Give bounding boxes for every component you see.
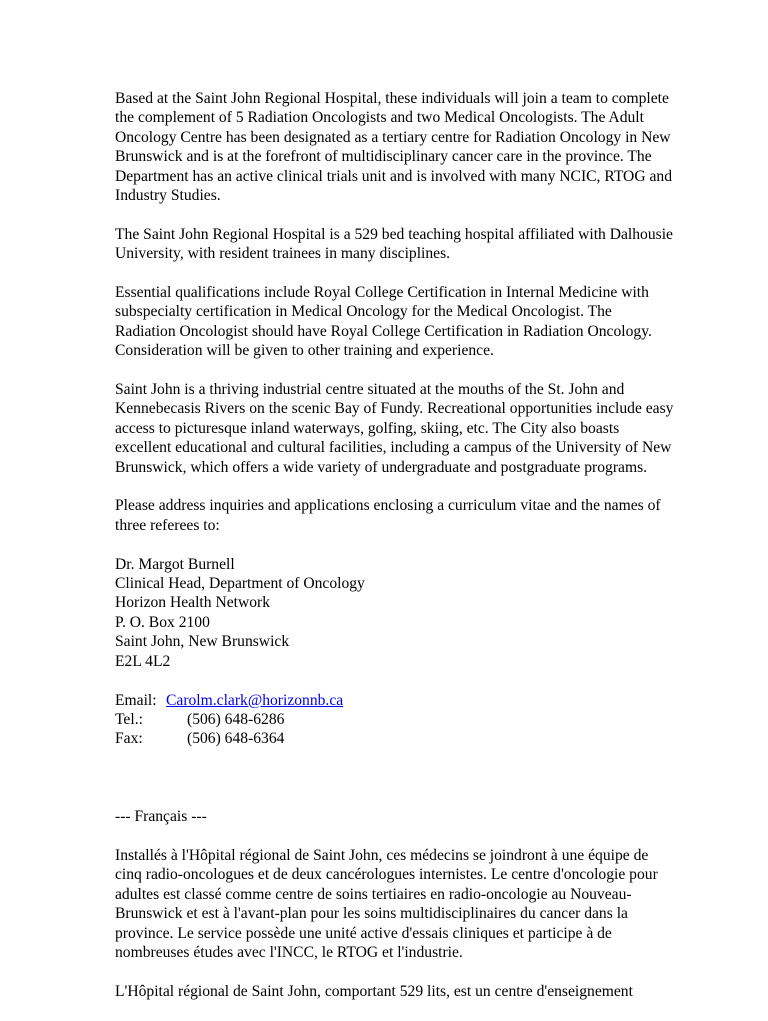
text-line: Please address inquiries and applications enclosing a curriculum vitae and the names of bbox=[115, 497, 661, 515]
text-line: Brunswick and is at the forefront of multidisciplinary cancer care in the province. The bbox=[115, 148, 652, 166]
text-line: The Saint John Regional Hospital is a 529 bed teaching hospital affiliated with Dalhousie bbox=[115, 225, 673, 243]
text-line: University, with resident trainees in many disciplines. bbox=[115, 245, 451, 263]
address-postal-code: E2L 4L2 bbox=[115, 652, 171, 670]
text-line: nombreuses études avec l'INCC, le RTOG et l'industrie. bbox=[115, 943, 463, 961]
contact-fax-row bbox=[115, 729, 675, 748]
language-separator: --- Français --- bbox=[115, 808, 207, 826]
text-line: Brunswick et est à l'avant-plan pour les soins multidisciplinaires du cancer dans la bbox=[115, 905, 628, 923]
text-line: adultes est classé comme centre de soins tertiaires en radio-oncologie au Nouveau- bbox=[115, 885, 632, 903]
text-line: subspecialty certification in Medical Oncology for the Medical Oncologist. The bbox=[115, 303, 612, 321]
contact-block bbox=[115, 691, 675, 749]
document-page bbox=[115, 89, 675, 1021]
address-organization: Horizon Health Network bbox=[115, 594, 271, 612]
text-line: Industry Studies. bbox=[115, 187, 221, 205]
contact-tel-row bbox=[115, 710, 675, 729]
fax-label: Fax: bbox=[115, 730, 143, 748]
text-line: Consideration will be given to other training and experience. bbox=[115, 342, 494, 360]
text-line: L'Hôpital régional de Saint John, comportant 529 lits, est un centre d'enseignement bbox=[115, 982, 633, 1000]
paragraph-inquiries bbox=[115, 496, 675, 535]
paragraph-intro bbox=[115, 89, 675, 205]
text-line: Installés à l'Hôpital régional de Saint John, ces médecins se joindront à une équipe de bbox=[115, 846, 649, 864]
address-po-box: P. O. Box 2100 bbox=[115, 613, 210, 631]
address-title: Clinical Head, Department of Oncology bbox=[115, 575, 365, 593]
text-line: cinq radio-oncologues et de deux cancérologues internistes. Le centre d'oncologie pour bbox=[115, 866, 658, 884]
text-line: Based at the Saint John Regional Hospital, these individuals will join a team to complete bbox=[115, 90, 669, 107]
text-line: Radiation Oncologist should have Royal College Certification in Radiation Oncology. bbox=[115, 322, 652, 340]
email-link[interactable]: Carolm.clark@horizonnb.ca bbox=[166, 691, 344, 709]
fax-value: (506) 648-6364 bbox=[187, 730, 285, 748]
tel-value: (506) 648-6286 bbox=[187, 710, 285, 728]
text-line: access to picturesque inland waterways, golfing, skiing, etc. The City also boasts bbox=[115, 419, 620, 437]
paragraph-city bbox=[115, 380, 675, 477]
paragraph-intro-fr bbox=[115, 846, 675, 962]
text-line: province. Le service possède une unité active d'essais cliniques et participe à de bbox=[115, 924, 612, 942]
text-line: Saint John is a thriving industrial centre situated at the mouths of the St. John and bbox=[115, 381, 625, 399]
mailing-address bbox=[115, 555, 675, 671]
tel-label: Tel.: bbox=[115, 710, 143, 728]
paragraph-hospital bbox=[115, 225, 675, 264]
text-line: the complement of 5 Radiation Oncologists and two Medical Oncologists. The Adult bbox=[115, 109, 644, 127]
text-line: Brunswick, which offers a wide variety of undergraduate and postgraduate programs. bbox=[115, 458, 648, 476]
text-line: Essential qualifications include Royal College Certification in Internal Medicine with bbox=[115, 284, 649, 302]
section-spacer bbox=[115, 768, 675, 807]
text-line: excellent educational and cultural facilities, including a campus of the University of New bbox=[115, 439, 672, 457]
paragraph-qualifications bbox=[115, 283, 675, 361]
email-label: Email: bbox=[115, 691, 157, 709]
paragraph-hospital-fr bbox=[115, 982, 675, 1001]
address-city: Saint John, New Brunswick bbox=[115, 633, 290, 651]
text-line: Kennebecasis Rivers on the scenic Bay of Fundy. Recreational opportunities include easy bbox=[115, 400, 674, 418]
text-line: three referees to: bbox=[115, 516, 220, 534]
text-line: Department has an active clinical trials unit and is involved with many NCIC, RTOG and bbox=[115, 167, 672, 185]
contact-email-row bbox=[115, 691, 675, 710]
text-line: Oncology Centre has been designated as a tertiary centre for Radiation Oncology in New bbox=[115, 128, 671, 146]
address-name: Dr. Margot Burnell bbox=[115, 555, 235, 573]
